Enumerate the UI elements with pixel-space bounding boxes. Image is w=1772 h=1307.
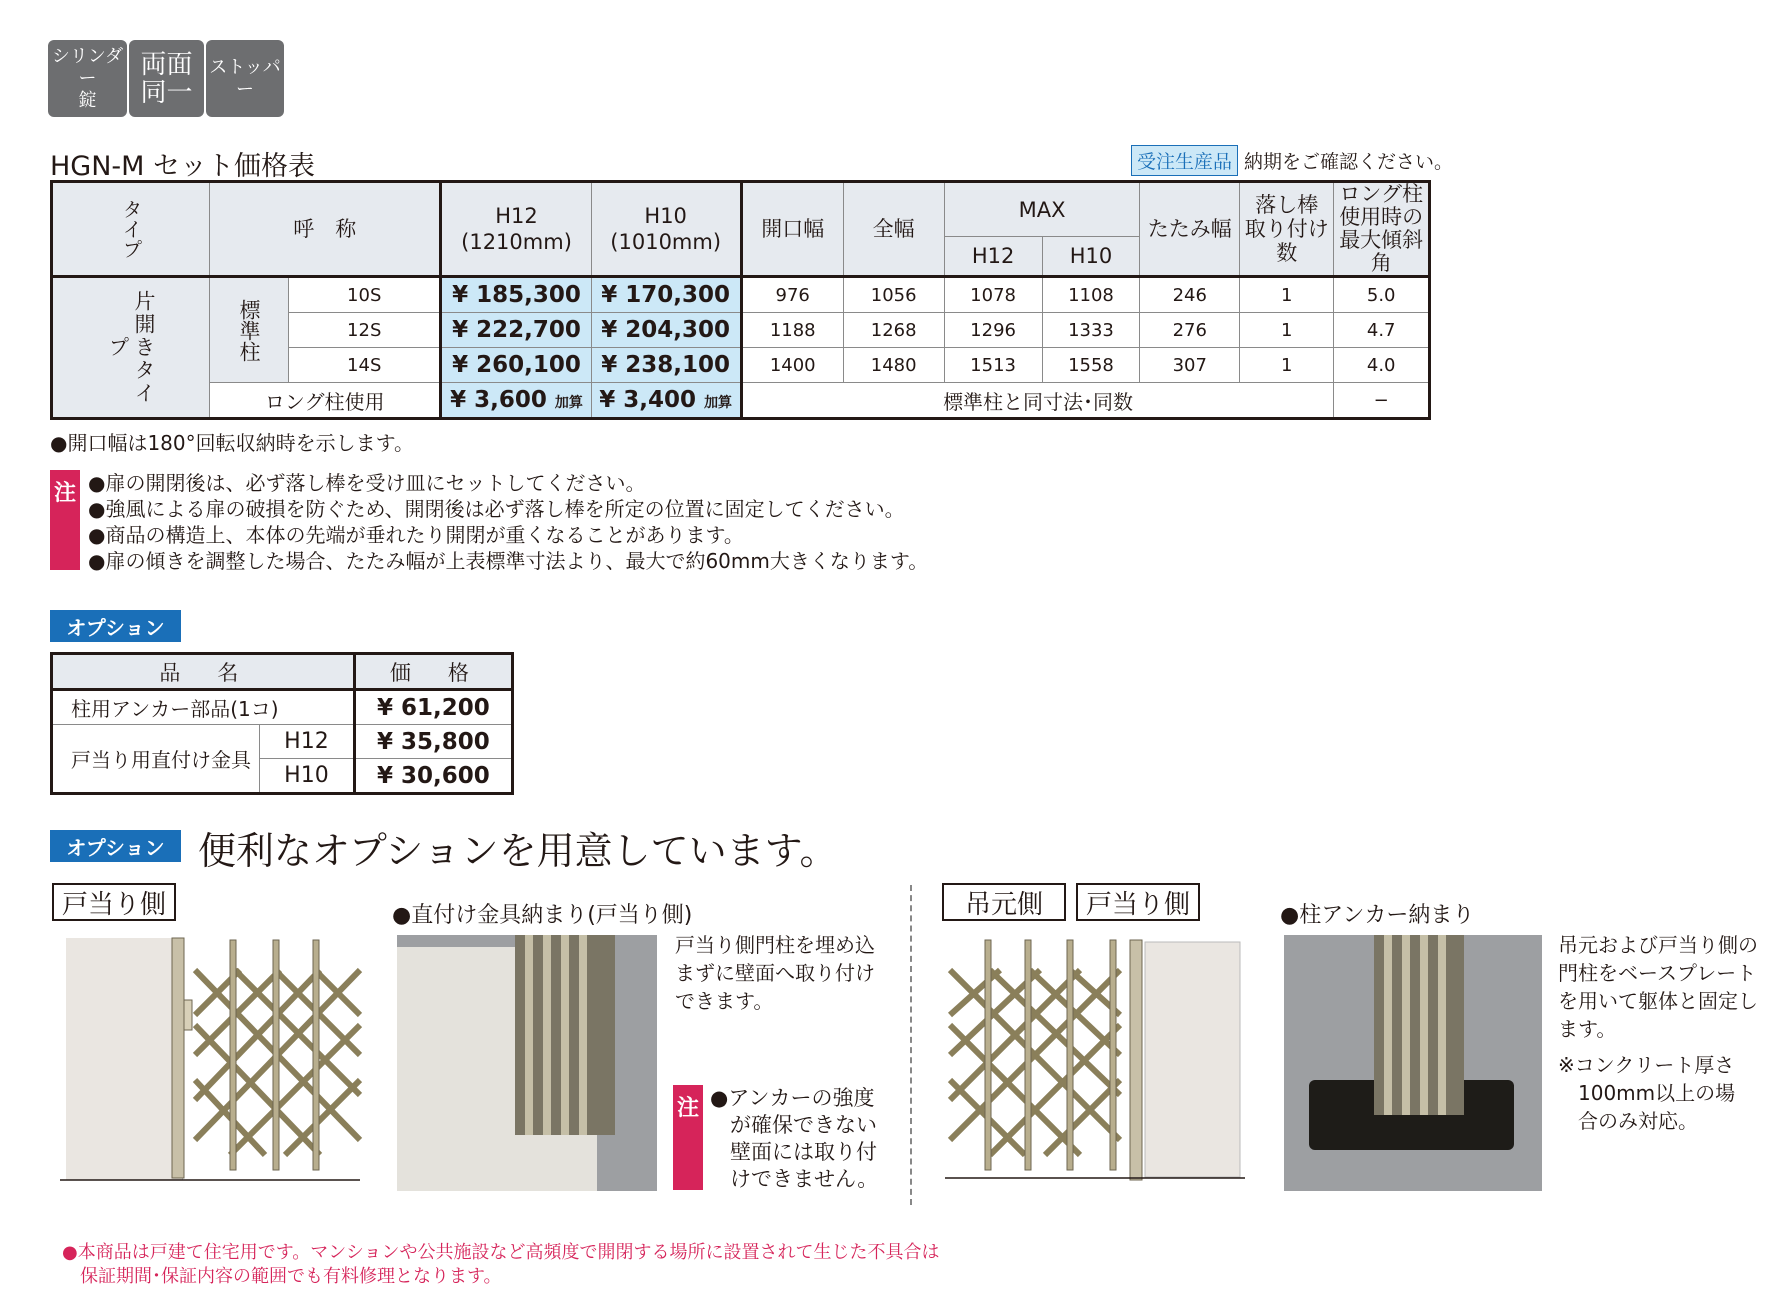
header-max-h12: H12 xyxy=(944,237,1042,277)
photo-direct-mount xyxy=(397,935,657,1191)
option-name: 柱用アンカー部品(1コ) xyxy=(52,690,355,725)
side-label-door-stop: 戸当り側 xyxy=(52,883,176,921)
header-max-h10: H10 xyxy=(1042,237,1140,277)
price-h12: ¥ 185,300 xyxy=(441,277,591,313)
long-post-label: ロング柱使用 xyxy=(210,383,441,419)
side-label-door-stop-2: 戸当り側 xyxy=(1076,883,1200,921)
header-angle: ロング柱 使用時の 最大傾斜角 xyxy=(1334,182,1430,277)
header-opening: 開口幅 xyxy=(741,182,843,277)
caution-line: 壁面には取り付 xyxy=(730,1140,877,1164)
badge-stopper: ストッパー xyxy=(206,40,284,117)
long-price-h12: ¥ 3,600 加算 xyxy=(441,383,591,419)
header-full-width: 全幅 xyxy=(843,182,944,277)
price-h10: ¥ 170,300 xyxy=(591,277,741,313)
made-to-order-tag: 受注生産品 xyxy=(1131,145,1238,176)
gate-illustration-right xyxy=(945,930,1245,1195)
cell-opening: 976 xyxy=(741,277,843,313)
desc-line: できます。 xyxy=(675,989,774,1013)
option-size: H10 xyxy=(260,759,354,794)
gate-illustration-left xyxy=(60,930,370,1185)
opening-footnote: ●開口幅は180°回転収納時を示します。 xyxy=(50,431,415,455)
price-table xyxy=(50,180,1431,420)
option-label-2: オプション xyxy=(50,830,181,862)
cell-opening: 1188 xyxy=(741,313,843,348)
desc-line: まずに壁面へ取り付け xyxy=(675,961,875,985)
header-h10: H10 (1010mm) xyxy=(591,182,741,277)
option-size: H12 xyxy=(260,725,354,759)
header-folded: たたみ幅 xyxy=(1140,182,1240,277)
order-note-text: 納期をご確認ください。 xyxy=(1244,151,1454,173)
desc-line: ます。 xyxy=(1558,1017,1617,1041)
side-label-hinge: 吊元側 xyxy=(942,883,1066,921)
group-label: 標準柱 xyxy=(210,277,289,383)
option-header-name: 品 名 xyxy=(52,654,355,690)
table-row-name: 12S xyxy=(289,313,441,348)
caution-line: ●扉の傾きを調整した場合、たたみ幅が上表標準寸法より、最大で約60mm大きくなります。 xyxy=(88,549,929,573)
caution-line: ●扉の開閉後は、必ず落し棒を受け皿にセットしてください。 xyxy=(88,471,646,495)
header-type: タイプ xyxy=(52,182,210,277)
order-note xyxy=(1131,145,1453,176)
cell-drop: 1 xyxy=(1240,313,1334,348)
section-divider xyxy=(910,885,912,1205)
table-row-name: 14S xyxy=(289,348,441,383)
header-max: MAX xyxy=(944,182,1140,237)
option-price: ¥ 61,200 xyxy=(354,690,512,725)
long-same-dims: 標準柱と同寸法･同数 xyxy=(741,383,1334,419)
price-h10: ¥ 204,300 xyxy=(591,313,741,348)
cell-full: 1480 xyxy=(843,348,944,383)
caution-line: ●強風による扉の破損を防ぐため、開閉後は必ず落し棒を所定の位置に固定してください。 xyxy=(88,497,905,521)
note-line: 合のみ対応。 xyxy=(1578,1109,1698,1133)
caution-line: ●商品の構造上、本体の先端が垂れたり開閉が重くなることがあります。 xyxy=(88,523,744,547)
table-row-name: 10S xyxy=(289,277,441,313)
caution-line: けできません。 xyxy=(730,1167,879,1191)
page-title: HGN-M セット価格表 xyxy=(50,151,316,182)
option-name: 戸当り用直付け金具 xyxy=(52,725,260,794)
cell-drop: 1 xyxy=(1240,277,1334,313)
option-price: ¥ 35,800 xyxy=(354,725,512,759)
cell-angle: 4.0 xyxy=(1334,348,1430,383)
cell-full: 1056 xyxy=(843,277,944,313)
desc-line: 門柱をベースプレート xyxy=(1558,961,1757,985)
price-h12: ¥ 260,100 xyxy=(441,348,591,383)
caution-line: が確保できない xyxy=(730,1113,877,1137)
cell-max-h10: 1558 xyxy=(1042,348,1140,383)
cell-angle: 5.0 xyxy=(1334,277,1430,313)
type-label: 片開きタイプ xyxy=(52,277,210,419)
cell-max-h10: 1108 xyxy=(1042,277,1140,313)
cell-drop: 1 xyxy=(1240,348,1334,383)
header-h12: H12 (1210mm) xyxy=(441,182,591,277)
desc-line: 戸当り側門柱を埋め込 xyxy=(675,933,875,957)
caution-tag: 注 xyxy=(50,470,80,570)
long-angle: − xyxy=(1334,383,1430,419)
photo-anchor xyxy=(1284,935,1542,1191)
header-drop-rod: 落し棒 取り付け数 xyxy=(1240,182,1334,277)
cell-angle: 4.7 xyxy=(1334,313,1430,348)
caption-anchor: ●柱アンカー納まり xyxy=(1280,903,1475,928)
desc-line: を用いて躯体と固定し xyxy=(1558,989,1758,1013)
cell-max-h10: 1333 xyxy=(1042,313,1140,348)
note-line: ※コンクリート厚さ xyxy=(1558,1053,1735,1077)
caution-tag-2: 注 xyxy=(673,1085,703,1190)
cell-folded: 307 xyxy=(1140,348,1240,383)
cell-folded: 276 xyxy=(1140,313,1240,348)
cell-max-h12: 1513 xyxy=(944,348,1042,383)
badge-both-sides: 両面 同一 xyxy=(129,40,204,117)
cell-folded: 246 xyxy=(1140,277,1240,313)
bottom-note: 保証期間･保証内容の範囲でも有料修理となります。 xyxy=(80,1266,502,1287)
option-price: ¥ 30,600 xyxy=(354,759,512,794)
price-h12: ¥ 222,700 xyxy=(441,313,591,348)
option-headline: 便利なオプションを用意しています。 xyxy=(198,829,838,873)
cell-opening: 1400 xyxy=(741,348,843,383)
desc-line: 吊元および戸当り側の xyxy=(1558,933,1758,957)
badge-cylinder-lock: シリンダー 錠 xyxy=(48,40,127,117)
caution-line: ●アンカーの強度 xyxy=(710,1086,875,1110)
note-line: 100mm以上の場 xyxy=(1578,1081,1736,1105)
header-name: 呼 称 xyxy=(210,182,441,277)
price-h10: ¥ 238,100 xyxy=(591,348,741,383)
cell-max-h12: 1078 xyxy=(944,277,1042,313)
caption-direct-mount: ●直付け金具納まり(戸当り側) xyxy=(392,903,693,928)
cell-full: 1268 xyxy=(843,313,944,348)
option-table xyxy=(50,652,514,795)
cell-max-h12: 1296 xyxy=(944,313,1042,348)
option-header-price: 価 格 xyxy=(354,654,512,690)
bottom-note: ●本商品は戸建て住宅用です。マンションや公共施設など高頻度で開閉する場所に設置されて生じた不具合は xyxy=(62,1242,940,1263)
option-label: オプション xyxy=(50,610,181,642)
long-price-h10: ¥ 3,400 加算 xyxy=(591,383,741,419)
